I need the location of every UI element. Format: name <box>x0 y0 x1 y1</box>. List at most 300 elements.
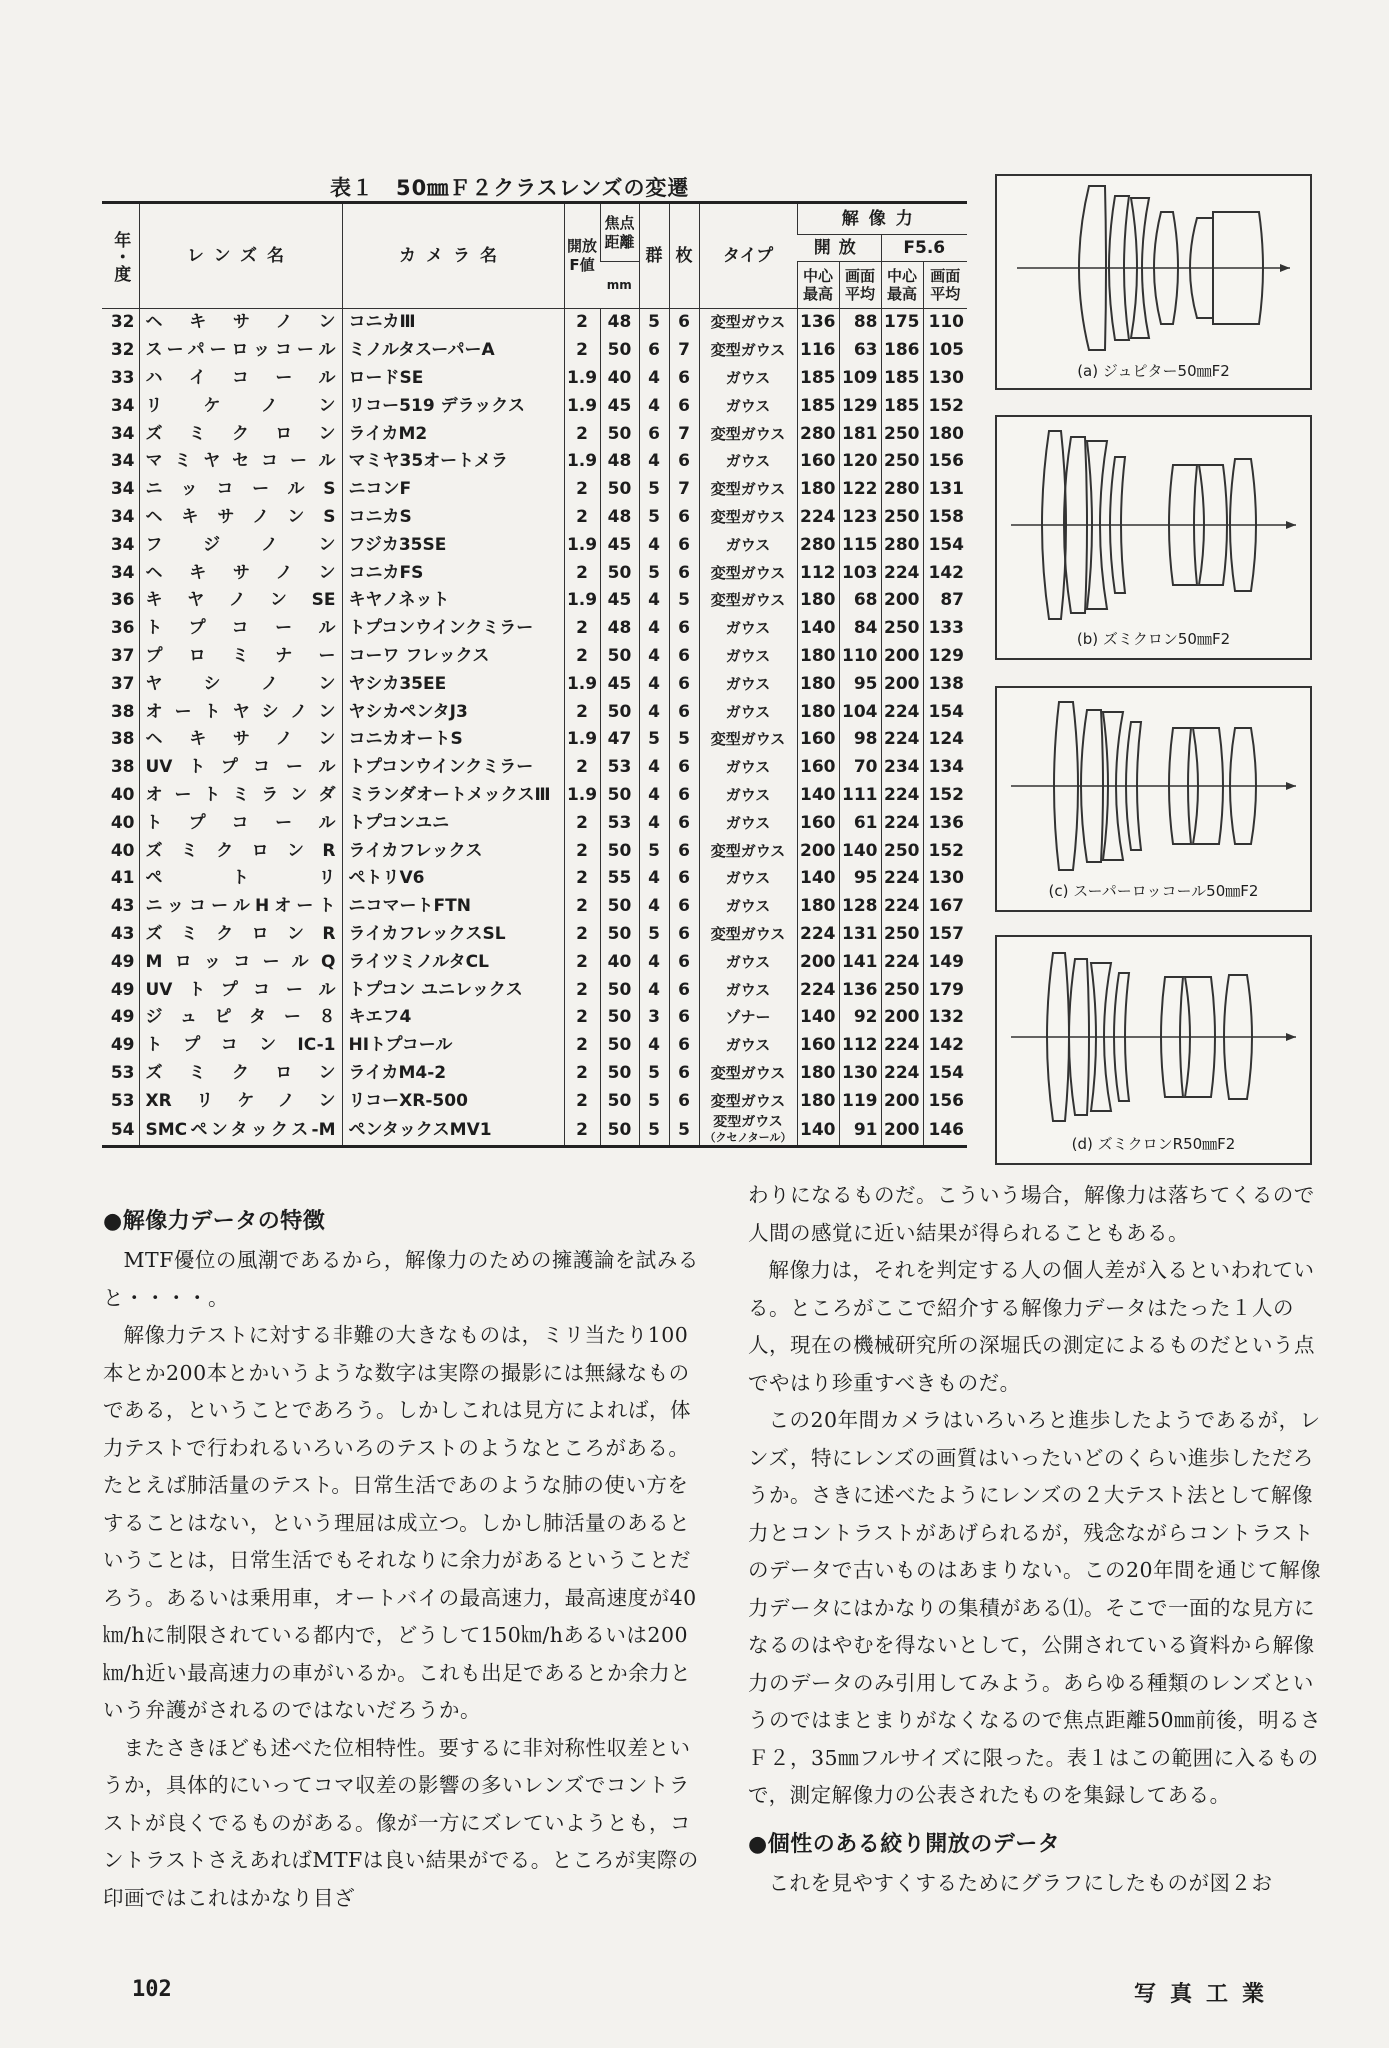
cell-f1: 185 <box>881 392 923 420</box>
cell-f: 2 <box>564 893 600 921</box>
figure-d-caption: (d) ズミクロンR50㎜F2 <box>1071 1135 1236 1153</box>
cell-camera: マミヤ35オートメラ <box>342 448 564 476</box>
cell-e: 6 <box>669 504 699 532</box>
cell-e: 6 <box>669 643 699 671</box>
cell-year: 49 <box>110 1007 135 1028</box>
cell-fl: 47 <box>600 726 639 754</box>
cell-o1: 140 <box>797 1115 839 1147</box>
cell-fl: 50 <box>600 1060 639 1088</box>
table-row <box>102 837 967 865</box>
cell-camera: ミノルタスーパーA <box>342 337 564 365</box>
cell-e: 6 <box>669 615 699 643</box>
cell-camera: ミランダオートメックスⅢ <box>342 782 564 810</box>
cell-o2: 115 <box>839 531 881 559</box>
cell-year: 34 <box>110 423 135 444</box>
cell-g: 4 <box>639 643 669 671</box>
cell-fl: 45 <box>600 670 639 698</box>
cell-e: 6 <box>669 1087 699 1115</box>
cell-o1: 116 <box>797 337 839 365</box>
cell-camera: トプコンウインクミラー <box>342 754 564 782</box>
cell-fl: 55 <box>600 865 639 893</box>
cell-fl: 50 <box>600 921 639 949</box>
header-elements: 枚 <box>669 203 699 309</box>
cell-f2: 136 <box>923 809 967 837</box>
cell-o2: 110 <box>839 643 881 671</box>
cell-g: 5 <box>639 1060 669 1088</box>
cell-camera: コニカS <box>342 504 564 532</box>
cell-f: 2 <box>564 754 600 782</box>
cell-f1: 250 <box>881 420 923 448</box>
cell-f: 2 <box>564 559 600 587</box>
cell-f2: 149 <box>923 948 967 976</box>
table-row <box>102 726 967 754</box>
cell-f2: 146 <box>923 1115 967 1147</box>
cell-e: 6 <box>669 782 699 810</box>
cell-type: ガウス <box>699 893 797 921</box>
cell-lens: ヘキサノン <box>139 726 342 754</box>
table-row <box>102 643 967 671</box>
cell-e: 7 <box>669 476 699 504</box>
cell-fl: 50 <box>600 782 639 810</box>
cell-f2: 156 <box>923 448 967 476</box>
cell-o2: 70 <box>839 754 881 782</box>
cell-lens: ヘキサノン <box>139 309 342 337</box>
cell-type: 変型ガウス <box>699 337 797 365</box>
cell-f1: 224 <box>881 782 923 810</box>
cell-f1: 200 <box>881 1087 923 1115</box>
cell-g: 4 <box>639 1032 669 1060</box>
cell-f1: 200 <box>881 1115 923 1147</box>
cell-f2: 129 <box>923 643 967 671</box>
cell-type: ガウス <box>699 615 797 643</box>
cell-camera: キエフ4 <box>342 1004 564 1032</box>
table-row <box>102 698 967 726</box>
cell-o1: 140 <box>797 615 839 643</box>
cell-f2: 131 <box>923 476 967 504</box>
cell-fl: 50 <box>600 1087 639 1115</box>
cell-f: 1.9 <box>564 365 600 393</box>
cell-year: 34 <box>110 506 135 527</box>
cell-o2: 119 <box>839 1087 881 1115</box>
cell-f1: 224 <box>881 726 923 754</box>
cell-f1: 224 <box>881 1060 923 1088</box>
cell-camera: ロードSE <box>342 365 564 393</box>
cell-g: 4 <box>639 392 669 420</box>
magazine-name: 写真工業 <box>1134 1982 1279 2007</box>
table-row <box>102 754 967 782</box>
cell-year: 43 <box>110 896 135 917</box>
cell-g: 4 <box>639 587 669 615</box>
cell-g: 4 <box>639 698 669 726</box>
right-column <box>748 1177 1324 1902</box>
cell-o1: 140 <box>797 1004 839 1032</box>
figure-a-caption: (a) ジュピター50㎜F2 <box>1077 362 1230 380</box>
cell-o1: 224 <box>797 504 839 532</box>
cell-f2: 154 <box>923 698 967 726</box>
cell-o1: 185 <box>797 392 839 420</box>
cell-camera: ニコンF <box>342 476 564 504</box>
cell-g: 5 <box>639 309 669 337</box>
cell-fl: 50 <box>600 337 639 365</box>
cell-camera: リコーXR-500 <box>342 1087 564 1115</box>
cell-lens: トプコール <box>139 809 342 837</box>
cell-type: 変型ガウス <box>699 1087 797 1115</box>
cell-lens: XRリケノン <box>139 1087 342 1115</box>
cell-type: ガウス <box>699 670 797 698</box>
cell-type: ゾナー <box>699 1004 797 1032</box>
cell-f2: 138 <box>923 670 967 698</box>
table-row <box>102 976 967 1004</box>
header-lens: レンズ名 <box>139 203 342 309</box>
cell-type: ガウス <box>699 948 797 976</box>
cell-f1: 224 <box>881 809 923 837</box>
cell-o1: 140 <box>797 782 839 810</box>
cell-camera: HIトプコール <box>342 1032 564 1060</box>
cell-year: 54 <box>110 1119 135 1140</box>
cell-year: 49 <box>110 951 135 972</box>
cell-fl: 50 <box>600 1004 639 1032</box>
cell-o1: 160 <box>797 809 839 837</box>
cell-fl: 40 <box>600 365 639 393</box>
cell-o2: 129 <box>839 392 881 420</box>
cell-type: 変型ガウス <box>699 504 797 532</box>
cell-fl: 48 <box>600 504 639 532</box>
table-row <box>102 670 967 698</box>
table-row <box>102 809 967 837</box>
cell-f: 1.9 <box>564 448 600 476</box>
cell-o2: 131 <box>839 921 881 949</box>
cell-g: 4 <box>639 754 669 782</box>
table-row <box>102 504 967 532</box>
cell-f2: 87 <box>923 587 967 615</box>
cell-o1: 160 <box>797 448 839 476</box>
cell-o2: 123 <box>839 504 881 532</box>
cell-f: 2 <box>564 643 600 671</box>
cell-camera: コニカⅢ <box>342 309 564 337</box>
cell-fl: 50 <box>600 420 639 448</box>
cell-year: 36 <box>110 618 135 639</box>
cell-year: 40 <box>110 812 135 833</box>
left-paragraph-3: またさきほども述べた位相特性。要するに非対称性収差というか，具体的にいってコマ収差の影響の多いレンズでコントラストが良くでるものがある。像が一方にズレていようとも，コントラストさえあればMTFは良い結果がでる。ところが実際の印画ではこれはかなり目ざ <box>103 1735 699 1910</box>
cell-o1: 180 <box>797 1087 839 1115</box>
table-row <box>102 309 967 337</box>
lens-diagram-a <box>997 176 1310 388</box>
cell-f1: 224 <box>881 559 923 587</box>
table-row <box>102 893 967 921</box>
cell-f: 1.9 <box>564 670 600 698</box>
cell-year: 49 <box>110 979 135 1000</box>
cell-e: 6 <box>669 865 699 893</box>
cell-o1: 180 <box>797 587 839 615</box>
cell-fl: 45 <box>600 531 639 559</box>
cell-g: 4 <box>639 865 669 893</box>
cell-fl: 50 <box>600 1032 639 1060</box>
cell-o2: 181 <box>839 420 881 448</box>
cell-type: ガウス <box>699 754 797 782</box>
cell-g: 4 <box>639 615 669 643</box>
cell-type: ガウス <box>699 365 797 393</box>
cell-o2: 104 <box>839 698 881 726</box>
cell-type: 変型ガウス <box>699 587 797 615</box>
figure-b <box>995 415 1312 660</box>
cell-e: 6 <box>669 531 699 559</box>
cell-f2: 154 <box>923 531 967 559</box>
lens-table <box>102 201 967 1148</box>
cell-g: 5 <box>639 726 669 754</box>
cell-o2: 128 <box>839 893 881 921</box>
cell-f: 2 <box>564 309 600 337</box>
cell-lens: マミヤセコール <box>139 448 342 476</box>
cell-type: 変型ガウス <box>699 420 797 448</box>
cell-year: 53 <box>110 1062 135 1083</box>
header-groups: 群 <box>639 203 669 309</box>
cell-year: 34 <box>110 479 135 500</box>
table-row <box>102 448 967 476</box>
header-aperture: 開放F値 <box>564 203 600 309</box>
cell-o1: 224 <box>797 976 839 1004</box>
cell-f: 2 <box>564 837 600 865</box>
cell-f1: 185 <box>881 365 923 393</box>
cell-f2: 156 <box>923 1087 967 1115</box>
cell-f: 1.9 <box>564 531 600 559</box>
table-row <box>102 615 967 643</box>
table-row <box>102 587 967 615</box>
cell-type: 変型ガウス <box>699 309 797 337</box>
cell-lens: ズミクロン <box>139 420 342 448</box>
cell-o1: 280 <box>797 420 839 448</box>
cell-camera: ヤシカ35EE <box>342 670 564 698</box>
cell-f: 2 <box>564 504 600 532</box>
cell-type: ガウス <box>699 698 797 726</box>
cell-fl: 48 <box>600 615 639 643</box>
cell-o1: 140 <box>797 865 839 893</box>
cell-e: 5 <box>669 1115 699 1147</box>
cell-lens: ニッコールHオート <box>139 893 342 921</box>
cell-e: 6 <box>669 670 699 698</box>
cell-year: 38 <box>110 757 135 778</box>
cell-e: 7 <box>669 337 699 365</box>
cell-o2: 140 <box>839 837 881 865</box>
cell-fl: 50 <box>600 698 639 726</box>
cell-o1: 180 <box>797 670 839 698</box>
cell-f: 1.9 <box>564 392 600 420</box>
table-row <box>102 865 967 893</box>
cell-fl: 40 <box>600 948 639 976</box>
cell-camera: ライカフレックス <box>342 837 564 865</box>
table-body <box>102 309 967 1147</box>
cell-g: 4 <box>639 976 669 1004</box>
cell-year: 36 <box>110 590 135 611</box>
cell-g: 4 <box>639 365 669 393</box>
cell-lens: ズミクロンR <box>139 921 342 949</box>
cell-f: 1.9 <box>564 782 600 810</box>
cell-lens: UVトプコール <box>139 976 342 1004</box>
table-row <box>102 1087 967 1115</box>
cell-lens: プロミナー <box>139 643 342 671</box>
cell-o2: 109 <box>839 365 881 393</box>
cell-f1: 224 <box>881 893 923 921</box>
cell-camera: トプコンウインクミラー <box>342 615 564 643</box>
cell-camera: ニコマートFTN <box>342 893 564 921</box>
cell-type-sub: （クセノタール） <box>704 1131 792 1145</box>
cell-year: 34 <box>110 562 135 583</box>
left-paragraph-1: MTF優位の風潮であるから，解像力のための擁護論を試みると・・・・。 <box>103 1248 699 1310</box>
header-open-center: 中心最高 <box>797 262 839 309</box>
cell-year: 33 <box>110 367 135 388</box>
cell-e: 6 <box>669 309 699 337</box>
cell-o1: 160 <box>797 726 839 754</box>
cell-o2: 130 <box>839 1060 881 1088</box>
cell-year: 34 <box>110 395 135 416</box>
cell-f1: 224 <box>881 698 923 726</box>
figure-d <box>995 935 1312 1165</box>
cell-f2: 132 <box>923 1004 967 1032</box>
cell-fl: 50 <box>600 976 639 1004</box>
cell-camera: ライカフレックスSL <box>342 921 564 949</box>
cell-f: 2 <box>564 809 600 837</box>
table-title: 表１ 50㎜Ｆ２クラスレンズの変遷 <box>330 176 690 200</box>
cell-f2: 167 <box>923 893 967 921</box>
cell-e: 5 <box>669 587 699 615</box>
cell-o2: 111 <box>839 782 881 810</box>
cell-lens: フジノン <box>139 531 342 559</box>
cell-f: 2 <box>564 921 600 949</box>
cell-f: 2 <box>564 1115 600 1147</box>
header-type: タイプ <box>699 203 797 309</box>
cell-lens: ズミクロンR <box>139 837 342 865</box>
cell-e: 6 <box>669 948 699 976</box>
cell-e: 6 <box>669 976 699 1004</box>
cell-e: 6 <box>669 754 699 782</box>
cell-o2: 92 <box>839 1004 881 1032</box>
cell-lens: ヘキサノン <box>139 559 342 587</box>
cell-type: ガウス <box>699 1032 797 1060</box>
cell-lens: トプコール <box>139 615 342 643</box>
cell-lens: リケノン <box>139 392 342 420</box>
cell-f1: 250 <box>881 837 923 865</box>
cell-year: 53 <box>110 1090 135 1111</box>
table-row <box>102 337 967 365</box>
figure-c <box>995 686 1312 912</box>
cell-f2: 130 <box>923 365 967 393</box>
table-row <box>102 1115 967 1147</box>
cell-fl: 53 <box>600 754 639 782</box>
cell-year: 43 <box>110 923 135 944</box>
cell-f2: 154 <box>923 1060 967 1088</box>
cell-f2: 158 <box>923 504 967 532</box>
cell-type: ガウス <box>699 448 797 476</box>
left-column <box>103 1202 703 1917</box>
cell-g: 4 <box>639 782 669 810</box>
cell-type-main: 変型ガウス <box>713 1115 783 1131</box>
cell-lens: ジュピター８ <box>139 1004 342 1032</box>
cell-g: 6 <box>639 337 669 365</box>
table-row <box>102 476 967 504</box>
cell-type: ガウス <box>699 392 797 420</box>
cell-f1: 280 <box>881 531 923 559</box>
cell-fl: 50 <box>600 893 639 921</box>
lens-diagram-d <box>997 937 1310 1163</box>
cell-camera: フジカ35SE <box>342 531 564 559</box>
cell-o1: 180 <box>797 698 839 726</box>
cell-e: 6 <box>669 921 699 949</box>
cell-year: 38 <box>110 701 135 722</box>
cell-camera: ライカM2 <box>342 420 564 448</box>
cell-year: 34 <box>110 534 135 555</box>
cell-g: 6 <box>639 420 669 448</box>
cell-e: 6 <box>669 559 699 587</box>
cell-fl: 50 <box>600 476 639 504</box>
cell-fl: 50 <box>600 643 639 671</box>
cell-type: 変型ガウス <box>699 921 797 949</box>
cell-year: 38 <box>110 729 135 750</box>
cell-o1: 160 <box>797 754 839 782</box>
cell-f1: 234 <box>881 754 923 782</box>
left-heading: ●解像力データの特徴 <box>103 1209 326 1234</box>
table-row <box>102 531 967 559</box>
cell-f2: 133 <box>923 615 967 643</box>
cell-fl: 50 <box>600 1115 639 1147</box>
header-f56-avg: 画面平均 <box>923 262 967 309</box>
cell-o1: 280 <box>797 531 839 559</box>
cell-type <box>699 1115 797 1147</box>
cell-year: 37 <box>110 673 135 694</box>
table-row <box>102 1004 967 1032</box>
cell-lens: ズミクロン <box>139 1060 342 1088</box>
cell-o1: 160 <box>797 1032 839 1060</box>
cell-f2: 134 <box>923 754 967 782</box>
cell-g: 5 <box>639 837 669 865</box>
cell-type: ガウス <box>699 976 797 1004</box>
cell-f1: 200 <box>881 1004 923 1032</box>
cell-f1: 250 <box>881 615 923 643</box>
cell-lens: ヘキサノンS <box>139 504 342 532</box>
header-open: 開放 <box>797 234 881 262</box>
cell-g: 3 <box>639 1004 669 1032</box>
cell-g: 5 <box>639 921 669 949</box>
cell-o1: 180 <box>797 1060 839 1088</box>
cell-e: 6 <box>669 1004 699 1032</box>
cell-camera: キヤノネット <box>342 587 564 615</box>
cell-g: 5 <box>639 1087 669 1115</box>
cell-o2: 88 <box>839 309 881 337</box>
cell-f2: 142 <box>923 1032 967 1060</box>
right-heading: ●個性のある絞り開放のデータ <box>748 1831 1061 1857</box>
cell-lens: ヤシノン <box>139 670 342 698</box>
header-year: 年・度 <box>102 203 139 309</box>
cell-f: 2 <box>564 337 600 365</box>
cell-o1: 200 <box>797 948 839 976</box>
cell-f2: 152 <box>923 837 967 865</box>
cell-f: 2 <box>564 865 600 893</box>
cell-o1: 180 <box>797 476 839 504</box>
right-paragraph-3: この20年間カメラはいろいろと進歩したようであるが，レンズ，特にレンズの画質はいったいどのくらい進歩しただろうか。さきに述べたようにレンズの２大テスト法として解像力とコントラストがあげられるが，残念ながらコントラストのデータで古いものはあまりない。この20年間を通じて解像力データにはかなりの集積がある⑴。そこで一面的な見方になるのはやむを得ないとして，公開されている資料から解像力のデータのみ引用してみよう。あらゆる種類のレンズというのではまとまりがなくなるので焦点距離50㎜前後，明るさＦ２，35㎜フルサイズに限った。表１はこの範囲に入るもので，測定解像力の公表されたものを集録してある。 <box>748 1408 1322 1807</box>
page-number: 102 <box>132 1977 172 2002</box>
header-f56: F5.6 <box>881 234 967 262</box>
cell-f1: 250 <box>881 504 923 532</box>
cell-f: 2 <box>564 948 600 976</box>
cell-o1: 200 <box>797 837 839 865</box>
cell-g: 5 <box>639 559 669 587</box>
cell-fl: 45 <box>600 587 639 615</box>
cell-o1: 185 <box>797 365 839 393</box>
cell-lens: UVトプコール <box>139 754 342 782</box>
figure-c-caption: (c) スーパーロッコール50㎜F2 <box>1048 882 1259 900</box>
figure-a <box>995 174 1312 390</box>
cell-e: 6 <box>669 698 699 726</box>
cell-o2: 120 <box>839 448 881 476</box>
cell-f1: 280 <box>881 476 923 504</box>
